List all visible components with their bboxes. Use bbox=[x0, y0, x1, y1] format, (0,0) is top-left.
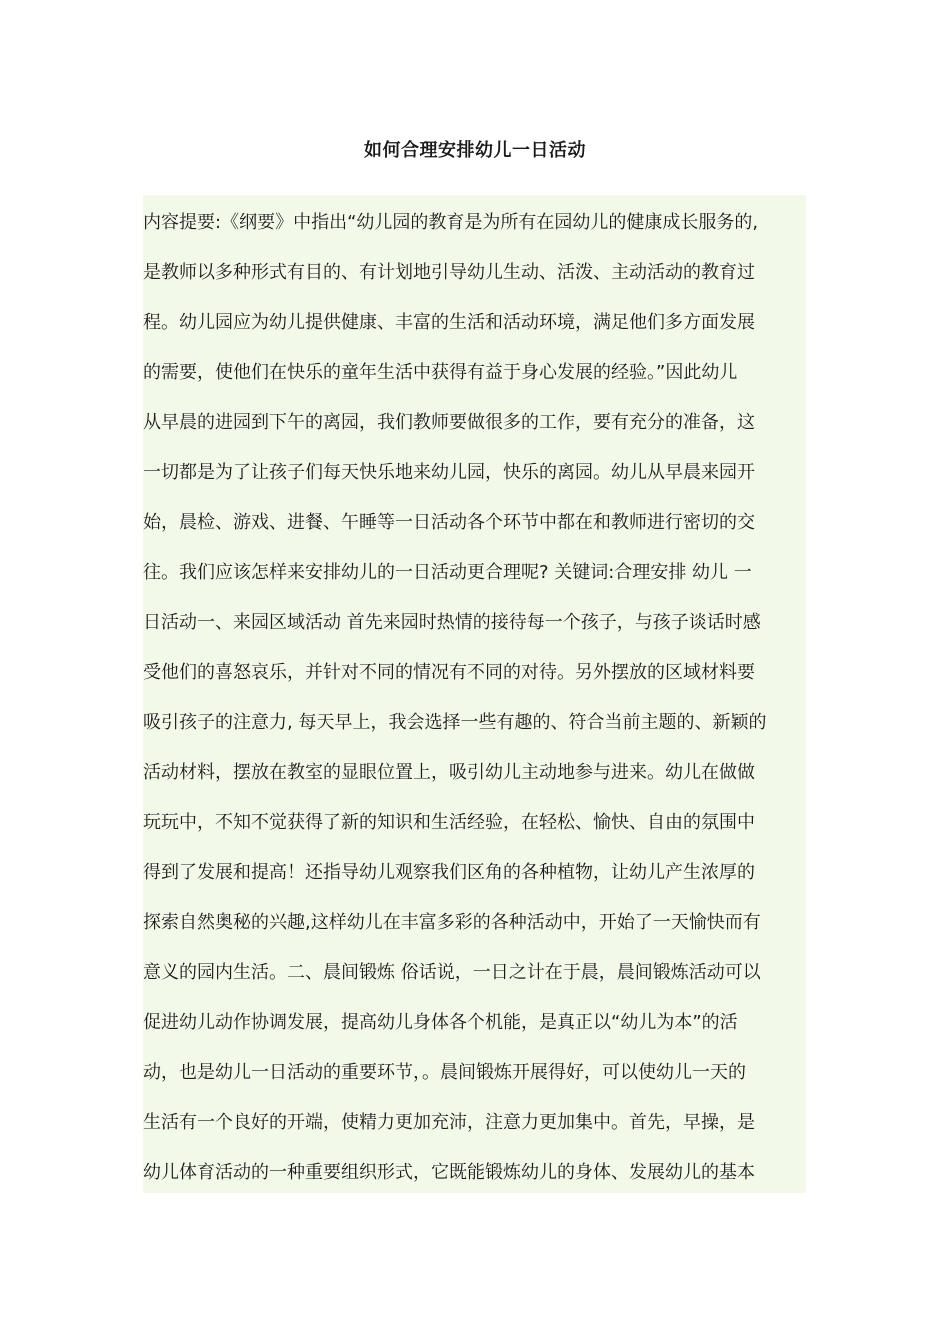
body-line: 程。幼儿园应为幼儿提供健康、丰富的生活和活动环境，满足他们多方面发展 bbox=[143, 312, 755, 333]
body-line: 得到了发展和提高！还指导幼儿观察我们区角的各种植物，让幼儿产生浓厚的 bbox=[143, 862, 755, 883]
body-line: 活动材料，摆放在教室的显眼位置上，吸引幼儿主动地参与进来。幼儿在做做 bbox=[143, 762, 755, 783]
body-line: 意义的园内生活。二、晨间锻炼 俗话说，一日之计在于晨，晨间锻炼活动可以 bbox=[143, 962, 761, 983]
body-line: 受他们的喜怒哀乐，并针对不同的情况有不同的对待。另外摆放的区域材料要 bbox=[143, 662, 755, 683]
document-title: 如何合理安排幼儿一日活动 bbox=[364, 140, 586, 161]
body-line: 一切都是为了让孩子们每天快乐地来幼儿园，快乐的离园。幼儿从早晨来园开 bbox=[143, 462, 755, 483]
body-line: 促进幼儿动作协调发展，提高幼儿身体各个机能，是真正以“幼儿为本”的活 bbox=[143, 1012, 738, 1033]
body-line: 内容提要:《纲要》中指出“幼儿园的教育是为所有在园幼儿的健康成长服务的, bbox=[143, 212, 759, 233]
body-line: 生活有一个良好的开端，使精力更加充沛，注意力更加集中。首先，早操，是 bbox=[143, 1112, 755, 1133]
body-line: 日活动一、来园区域活动 首先来园时热情的接待每一个孩子，与孩子谈话时感 bbox=[143, 612, 761, 633]
body-line: 从早晨的进园到下午的离园，我们教师要做很多的工作，要有充分的准备，这 bbox=[143, 412, 755, 433]
body-line: 往。我们应该怎样来安排幼儿的一日活动更合理呢? 关键词:合理安排 幼儿 一 bbox=[143, 562, 752, 583]
body-line: 幼儿体育活动的一种重要组织形式，它既能锻炼幼儿的身体、发展幼儿的基本 bbox=[143, 1162, 755, 1183]
body-line: 始，晨检、游戏、进餐、午睡等一日活动各个环节中都在和教师进行密切的交 bbox=[143, 512, 755, 533]
body-line: 动，也是幼儿一日活动的重要环节，。晨间锻炼开展得好，可以使幼儿一天的 bbox=[143, 1062, 746, 1083]
body-line: 的需要，使他们在快乐的童年生活中获得有益于身心发展的经验。”因此幼儿 bbox=[143, 362, 738, 383]
body-line: 是教师以多种形式有目的、有计划地引导幼儿生动、活泼、主动活动的教育过 bbox=[143, 262, 755, 283]
body-line: 吸引孩子的注意力, 每天早上，我会选择一些有趣的、符合当前主题的、新颖的 bbox=[143, 712, 767, 733]
body-line: 玩玩中，不知不觉获得了新的知识和生活经验，在轻松、愉快、自由的氛围中 bbox=[143, 812, 755, 833]
body-line: 探索自然奥秘的兴趣,这样幼儿在丰富多彩的各种活动中，开始了一天愉快而有 bbox=[143, 912, 761, 933]
